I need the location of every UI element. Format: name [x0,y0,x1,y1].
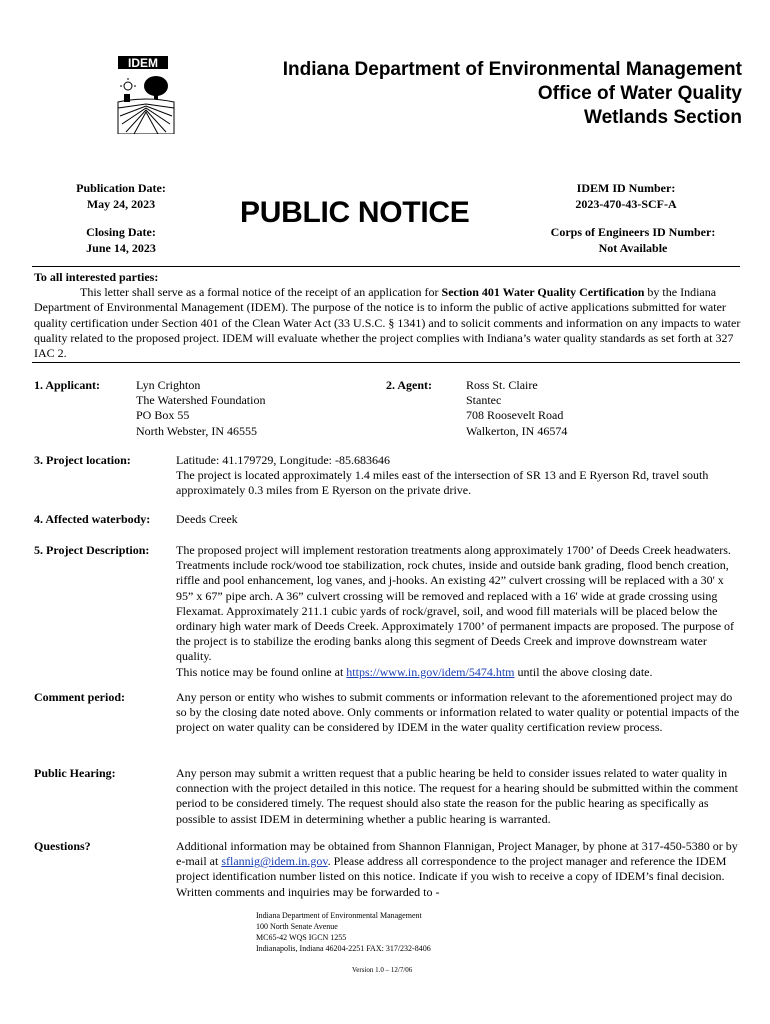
questions-post: . Please address all correspondence to the project manager and reference the IDEM project identification number listed on this notice. Indicate if you wish to receive a copy of IDEM’s final decision. Written comments and inquiries may be forwarded to - [176,854,727,899]
address-line: Indiana Department of Environmental Management [256,911,422,920]
waterbody-label: 4. Affected waterbody: [34,512,151,526]
header-divider [32,266,740,267]
publication-date-label: Publication Date: [76,181,166,195]
intro-divider [32,362,740,363]
intro-salutation: To all interested parties: [34,270,159,284]
corps-id-number: Not Available [598,241,668,255]
idem-logo [116,56,176,134]
project-description [176,543,742,680]
comment-period-label: Comment period: [34,690,125,704]
header-department: Indiana Department of Environmental Management [282,59,742,80]
notice-url-link[interactable]: https://www.in.gov/idem/5474.htm [346,664,515,679]
mailing-address [256,910,431,954]
email-link[interactable]: sflannig@idem.in.gov [221,854,328,869]
idem-logo-graphic [116,56,176,134]
waterbody-value: Deeds Creek [176,512,238,526]
corps-id-block [540,224,726,256]
idem-id-block [548,180,704,212]
header-office: Office of Water Quality [537,83,742,104]
applicant-address [136,378,356,439]
public-hearing-label: Public Hearing: [34,766,116,780]
public-hearing-text: Any person may submit a written request that a public hearing be held to consider issues related to water quality in connection with the project detailed in this notice. The request for a hearing should be submitted within the comment period to be considered timely. The request should also state the reason for the public hearing as specifically as possible to assist IDEM in determining whether a public hearing is warranted. [176,766,738,826]
project-location-label: 3. Project location: [34,453,131,467]
intro-section [34,270,742,361]
questions-label: Questions? [34,839,91,853]
project-location [176,453,742,499]
online-notice [176,665,742,680]
version-label: Version 1.0 – 12/7/06 [352,966,413,974]
address-line: 100 North Senate Avenue [256,922,338,931]
project-description-text: The proposed project will implement restoration treatments along approximately 1700’ of Deeds Creek headwaters. Treatments include rock/wood toe stabilization, rock chutes, inside and outside bank grading, flood bench creation, riffle and pool enhancement, log vanes, and j-hooks. An existing 42” culvert crossing will be replaced with a 30' x 95” x 67” pipe arch. A 36” culvert crossing will be removed and replaced with a 16' wide at grade crossing using Flexamat. Approximately 211.1 cubic yards of rock/gravel, soil, and wood fill materials will be placed below the ordinary high water mark of Deeds Creek. Approximately 1700’ of permanent impacts are proposed. The purpose of the project is to stabilize the eroding banks along this segment of Deeds Creek and improve downstream water quality. [176,543,735,664]
applicant-line: North Webster, IN 46555 [136,423,257,438]
agent-line: Ross St. Claire [466,378,538,392]
header-section: Wetlands Section [583,107,742,128]
agent-label: 2. Agent: [386,378,432,392]
closing-date: June 14, 2023 [86,241,156,255]
online-notice-post: until the above closing date. [514,664,653,679]
intro-text-1: This letter shall serve as a formal notice of the receipt of an application for [80,285,442,300]
project-description-label: 5. Project Description: [34,543,150,557]
closing-date-label: Closing Date: [86,225,156,239]
project-location-text: The project is located approximately 1.4 miles east of the intersection of SR 13 and E Ryerson Rd, travel south approximately 0.3 miles from E Ryerson on the private drive. [176,468,709,498]
online-notice-pre: This notice may be found online at [176,664,347,679]
idem-id-label: IDEM ID Number: [576,181,676,195]
idem-id-number: 2023-470-43-SCF-A [575,197,677,211]
agent-line: Walkerton, IN 46574 [466,423,568,438]
intro-text-2: by the Indiana Department of Environmental Management (IDEM). The purpose of the notice is to inform the public of active applications submitted for water quality certification under Section 401 of the Clean Water Act (33 U.S.C. § 1341) and to solicit comments and information on any impacts to water quality related to the proposed project. IDEM will evaluate whether the project complies with Indiana’s water quality standards as set forth at 327 IAC 2. [34,285,741,361]
comment-period-text: Any person or entity who wishes to submit comments or information relevant to the aforementioned project may do so by the closing date noted above. Only comments or information related to water quality or potential impacts of the project on water quality can be considered by IDEM in the water quality certification review process. [176,690,740,735]
questions-pre: Additional information may be obtained from Shannon Flannigan, Project Manager, by phone at 317-450-5380 or by e-mail at [176,839,738,869]
agency-header [283,58,742,130]
corps-id-label: Corps of Engineers ID Number: [550,225,716,239]
applicant-line: The Watershed Foundation [136,393,266,408]
address-line: MC65-42 WQS IGCN 1255 [256,933,347,942]
questions-text [176,839,742,900]
applicant-label: 1. Applicant: [34,378,101,392]
agent-line: 708 Roosevelt Road [466,408,564,423]
logo-text: IDEM [128,56,158,70]
publication-date-block [62,180,180,212]
publication-date: May 24, 2023 [86,197,156,211]
intro-paragraph [34,285,742,361]
agent-address [466,378,686,439]
closing-date-block [62,224,180,256]
address-line: Indianapolis, Indiana 46204-2251 FAX: 317/232-8406 [256,944,431,953]
agent-line: Stantec [466,393,502,408]
project-coordinates: Latitude: 41.179729, Longitude: -85.683646 [176,453,390,467]
notice-title: PUBLIC NOTICE [240,196,470,229]
applicant-line: Lyn Crighton [136,378,201,392]
intro-bold-term: Section 401 Water Quality Certification [441,285,645,300]
applicant-line: PO Box 55 [136,408,190,423]
